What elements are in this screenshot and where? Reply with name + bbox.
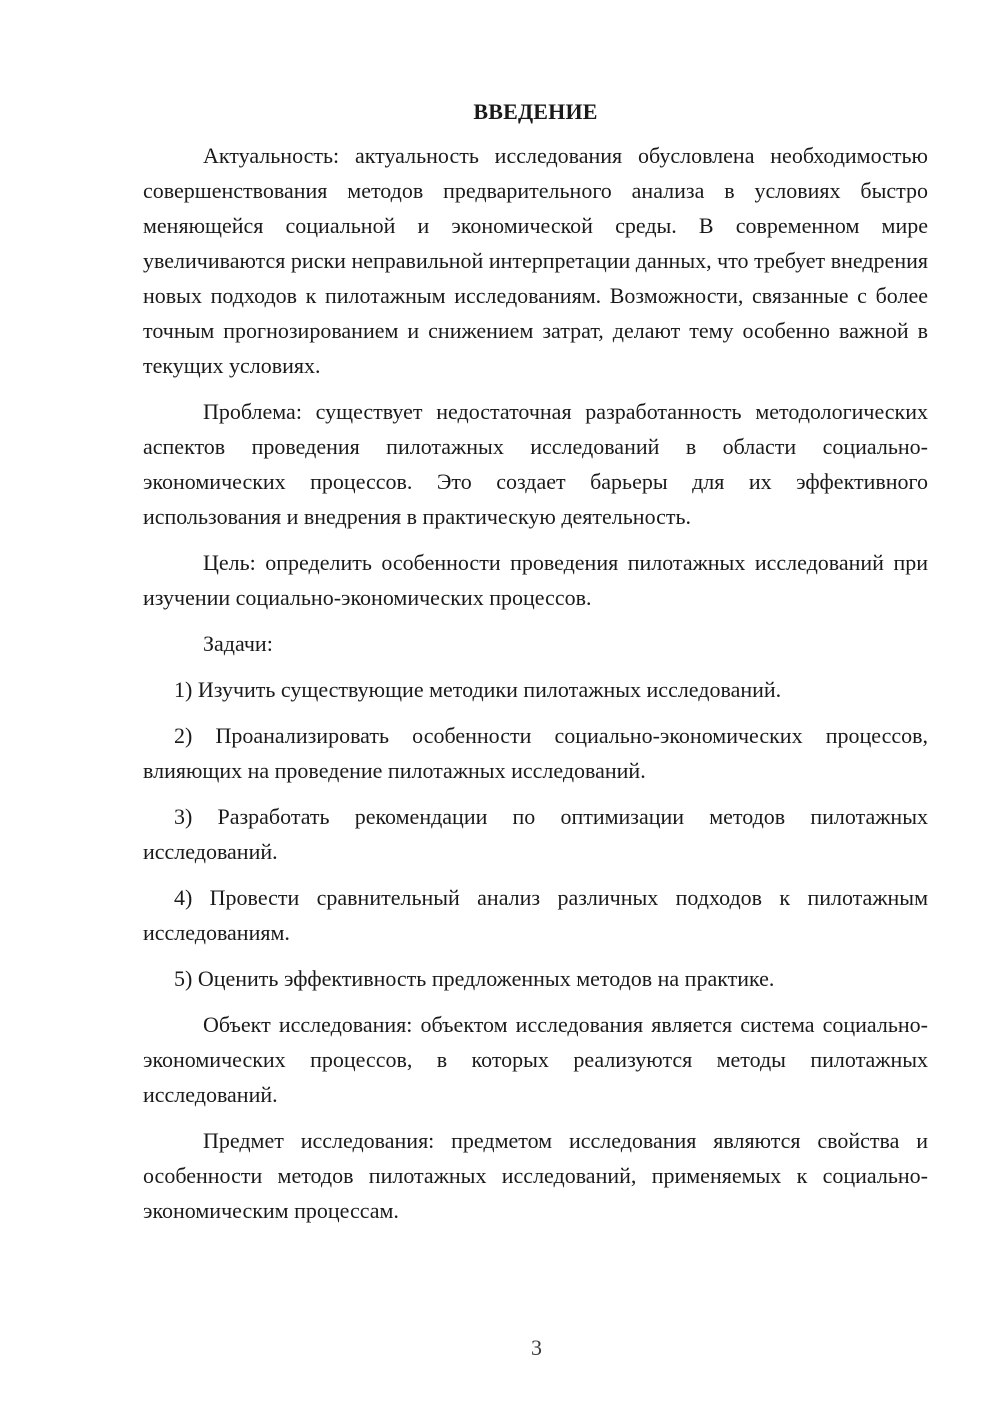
subject-paragraph: Предмет исследования: предметом исследования являются свойства и особенности методов пилотажных исследований, применяемых к социально-экономическим процессам. — [143, 1128, 928, 1223]
object-paragraph: Объект исследования: объектом исследования является система социально-экономических процессов, в которых реализуются методы пилотажных исследований. — [143, 1012, 928, 1107]
relevance-paragraph: Актуальность: актуальность исследования обусловлена необходимостью совершенствования методов предварительного анализа в условиях быстро меняющейся социальной и экономической среды. В современном мире увеличиваются риски неправильной интерпретации данных, что требует внедрения новых подходов к пилотажным исследованиям. Возможности, связанные с более точным прогнозированием и снижением затрат, делают тему особенно важной в текущих условиях. — [143, 143, 928, 378]
page-title: ВВЕДЕНИЕ — [473, 99, 598, 124]
task-item-5: 5) Оценить эффективность предложенных методов на практике. — [174, 966, 775, 991]
task-item-2: 2) Проанализировать особенности социально-экономических процессов, влияющих на проведение пилотажных исследований. — [143, 723, 928, 783]
task-item-4: 4) Провести сравнительный анализ различных подходов к пилотажным исследованиям. — [143, 885, 928, 945]
goal-paragraph: Цель: определить особенности проведения пилотажных исследований при изучении социально-экономических процессов. — [143, 550, 928, 610]
page-number: 3 — [531, 1335, 542, 1360]
tasks-heading: Задачи: — [203, 631, 273, 656]
task-item-1: 1) Изучить существующие методики пилотажных исследований. — [174, 677, 782, 702]
task-item-3: 3) Разработать рекомендации по оптимизации методов пилотажных исследований. — [143, 804, 928, 864]
problem-paragraph: Проблема: существует недостаточная разработанность методологических аспектов проведения пилотажных исследований в области социально-экономических процессов. Это создает барьеры для их эффективного использования и внедрения в практическую деятельность. — [143, 399, 928, 529]
page-content — [143, 94, 928, 1239]
